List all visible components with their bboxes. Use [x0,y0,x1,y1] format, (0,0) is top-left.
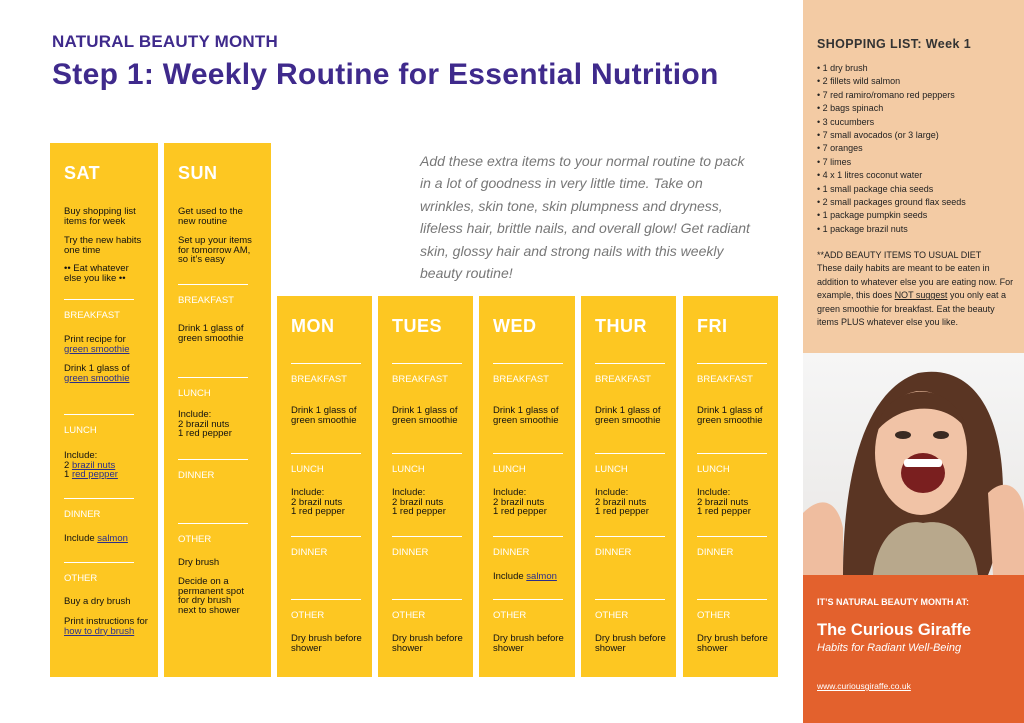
day-label: MON [291,316,335,336]
note-emphasis: NOT suggest [894,290,948,301]
sun-other-1: Dry brush [178,557,220,568]
section-dinner: DINNER [595,536,665,558]
section-lunch: LUNCH [493,453,563,475]
section-other: OTHER [64,562,134,584]
page-kicker: NATURAL BEAUTY MONTH [52,32,278,51]
section-lunch: LUNCH [64,414,134,436]
sat-breakfast-1 [64,335,148,354]
page-title: Step 1: Weekly Routine for Essential Nutrition [52,58,719,91]
section-other: OTHER [697,599,767,621]
brazil-nuts-link[interactable]: brazil nuts [71,459,116,471]
section-breakfast: BREAKFAST [178,284,248,306]
brand-name: The Curious Giraffe [817,621,972,639]
salmon-link[interactable]: salmon [97,533,128,544]
sat-other-2 [64,617,148,636]
beauty-items-note [817,249,1017,329]
column-mon [277,296,372,677]
dinner-text [493,572,567,582]
text: Include: [64,450,98,461]
green-smoothie-link[interactable]: green smoothie [64,343,130,355]
section-dinner: DINNER [493,536,563,558]
sat-intro-3: •• Eat whatever else you like •• [64,263,129,284]
green-smoothie-link[interactable]: green smoothie [64,372,130,384]
day-label: WED [493,316,537,336]
other-text: Dry brush before shower [697,633,768,654]
section-other: OTHER [178,523,248,545]
sat-lunch [64,451,148,480]
section-breakfast: BREAKFAST [392,363,462,385]
breakfast-text: Drink 1 glass of green smoothie [392,405,458,426]
woman-photo [803,353,1024,575]
intro-paragraph: Add these extra items to your normal routine to pack in a lot of goodness in very little time. Take on wrinkles, skin tone, skin plumpness and dryness, lifeless hair, brittle nails, and overall glow! Get radiant skin, glossy hair and strong nails with this weekly beauty routine! [420,153,750,282]
note-text: you only eat a green smoothie for breakfast. Eat the beauty items PLUS whatever else you like. [817,290,1006,328]
list-item: • 1 small package chia seeds [817,183,934,194]
salmon-link[interactable]: salmon [526,571,557,582]
footer-kicker: IT’S NATURAL BEAUTY MONTH AT: [817,597,969,607]
section-dinner: DINNER [178,459,248,481]
text: 2 [64,459,70,471]
section-breakfast: BREAKFAST [64,299,134,321]
woman-illustration [803,353,1024,575]
other-text: Dry brush before shower [493,633,564,654]
column-tues [378,296,473,677]
shopping-list-panel [803,0,1024,353]
day-label: FRI [697,316,728,336]
text: Include [64,533,95,544]
breakfast-text: Drink 1 glass of green smoothie [291,405,357,426]
list-item: • 7 red ramiro/romano red peppers [817,89,955,100]
section-lunch: LUNCH [178,377,248,399]
text: 1 [64,469,70,480]
shopping-list-title: SHOPPING LIST: Week 1 [817,37,972,51]
other-text: Dry brush before shower [291,633,362,654]
lunch-text: Include: 2 brazil nuts 1 red pepper [392,487,446,517]
note-text: These daily habits are meant to be eaten in addition to whatever else you are eating now. For example, this does [817,263,1014,301]
lunch-text: Include: 2 brazil nuts 1 red pepper [291,487,345,517]
sun-other-2: Decide on a permanent spot for dry brush next to shower [178,576,245,616]
website-link[interactable]: www.curiousgiraffe.co.uk [817,681,911,691]
day-label: SUN [178,163,218,183]
section-lunch: LUNCH [392,453,462,475]
section-other: OTHER [595,599,665,621]
sun-breakfast: Drink 1 glass of green smoothie [178,323,244,344]
day-label: TUES [392,316,443,336]
column-wed [479,296,575,677]
section-breakfast: BREAKFAST [697,363,767,385]
breakfast-text: Drink 1 glass of green smoothie [595,405,661,426]
list-item: • 1 package brazil nuts [817,223,908,234]
sun-intro-1: Get used to the new routine [178,206,243,227]
section-lunch: LUNCH [291,453,361,475]
section-dinner: DINNER [291,536,361,558]
list-item: • 7 oranges [817,143,863,154]
text: Print recipe for [64,334,126,345]
list-item: • 7 small avocados (or 3 large) [817,130,939,141]
section-breakfast: BREAKFAST [493,363,563,385]
section-other: OTHER [291,599,361,621]
column-thur [581,296,676,677]
lunch-text: Include: 2 brazil nuts 1 red pepper [697,487,751,517]
column-sat [50,143,158,677]
list-item: • 1 package pumpkin seeds [817,210,928,221]
brand-footer [803,575,1024,723]
column-sun [164,143,271,677]
lunch-text: Include: 2 brazil nuts 1 red pepper [595,487,649,517]
sat-intro-2: Try the new habits one time [64,235,142,256]
text: Print instructions for [64,616,148,627]
section-dinner: DINNER [392,536,462,558]
section-breakfast: BREAKFAST [595,363,665,385]
list-item: • 4 x 1 litres coconut water [817,170,923,181]
column-fri [683,296,778,677]
sat-dinner [64,534,148,544]
dry-brush-instructions-link[interactable]: how to dry brush [64,625,135,637]
shopping-list [817,62,1017,236]
text: Include [493,571,524,582]
section-dinner: DINNER [697,536,767,558]
note-heading: **ADD BEAUTY ITEMS TO USUAL DIET [817,250,982,260]
sun-lunch: Include: 2 brazil nuts 1 red pepper [178,409,232,439]
day-label: THUR [595,316,647,336]
breakfast-text: Drink 1 glass of green smoothie [493,405,559,426]
section-lunch: LUNCH [595,453,665,475]
breakfast-text: Drink 1 glass of green smoothie [697,405,763,426]
sat-breakfast-2 [64,364,148,383]
section-lunch: LUNCH [697,453,767,475]
day-label: SAT [64,163,101,183]
other-text: Dry brush before shower [392,633,463,654]
list-item: • 3 cucumbers [817,116,875,127]
red-pepper-link[interactable]: red pepper [71,469,118,480]
lunch-text: Include: 2 brazil nuts 1 red pepper [493,487,547,517]
list-item: • 2 small packages ground flax seeds [817,197,966,208]
list-item: • 7 limes [817,156,852,167]
list-item: • 2 fillets wild salmon [817,76,901,87]
list-item: • 1 dry brush [817,63,868,73]
section-other: OTHER [493,599,563,621]
other-text: Dry brush before shower [595,633,666,654]
sat-intro-1: Buy shopping list items for week [64,206,136,227]
sat-other-1: Buy a dry brush [64,596,131,607]
sun-intro-2: Set up your items for tomorrow AM, so it’s easy [178,235,252,265]
text: Drink 1 glass of [64,363,130,374]
section-dinner: DINNER [64,498,134,520]
list-item: • 2 bags spinach [817,103,884,114]
brand-tagline: Habits for Radiant Well-Being [817,642,962,654]
section-other: OTHER [392,599,462,621]
section-breakfast: BREAKFAST [291,363,361,385]
